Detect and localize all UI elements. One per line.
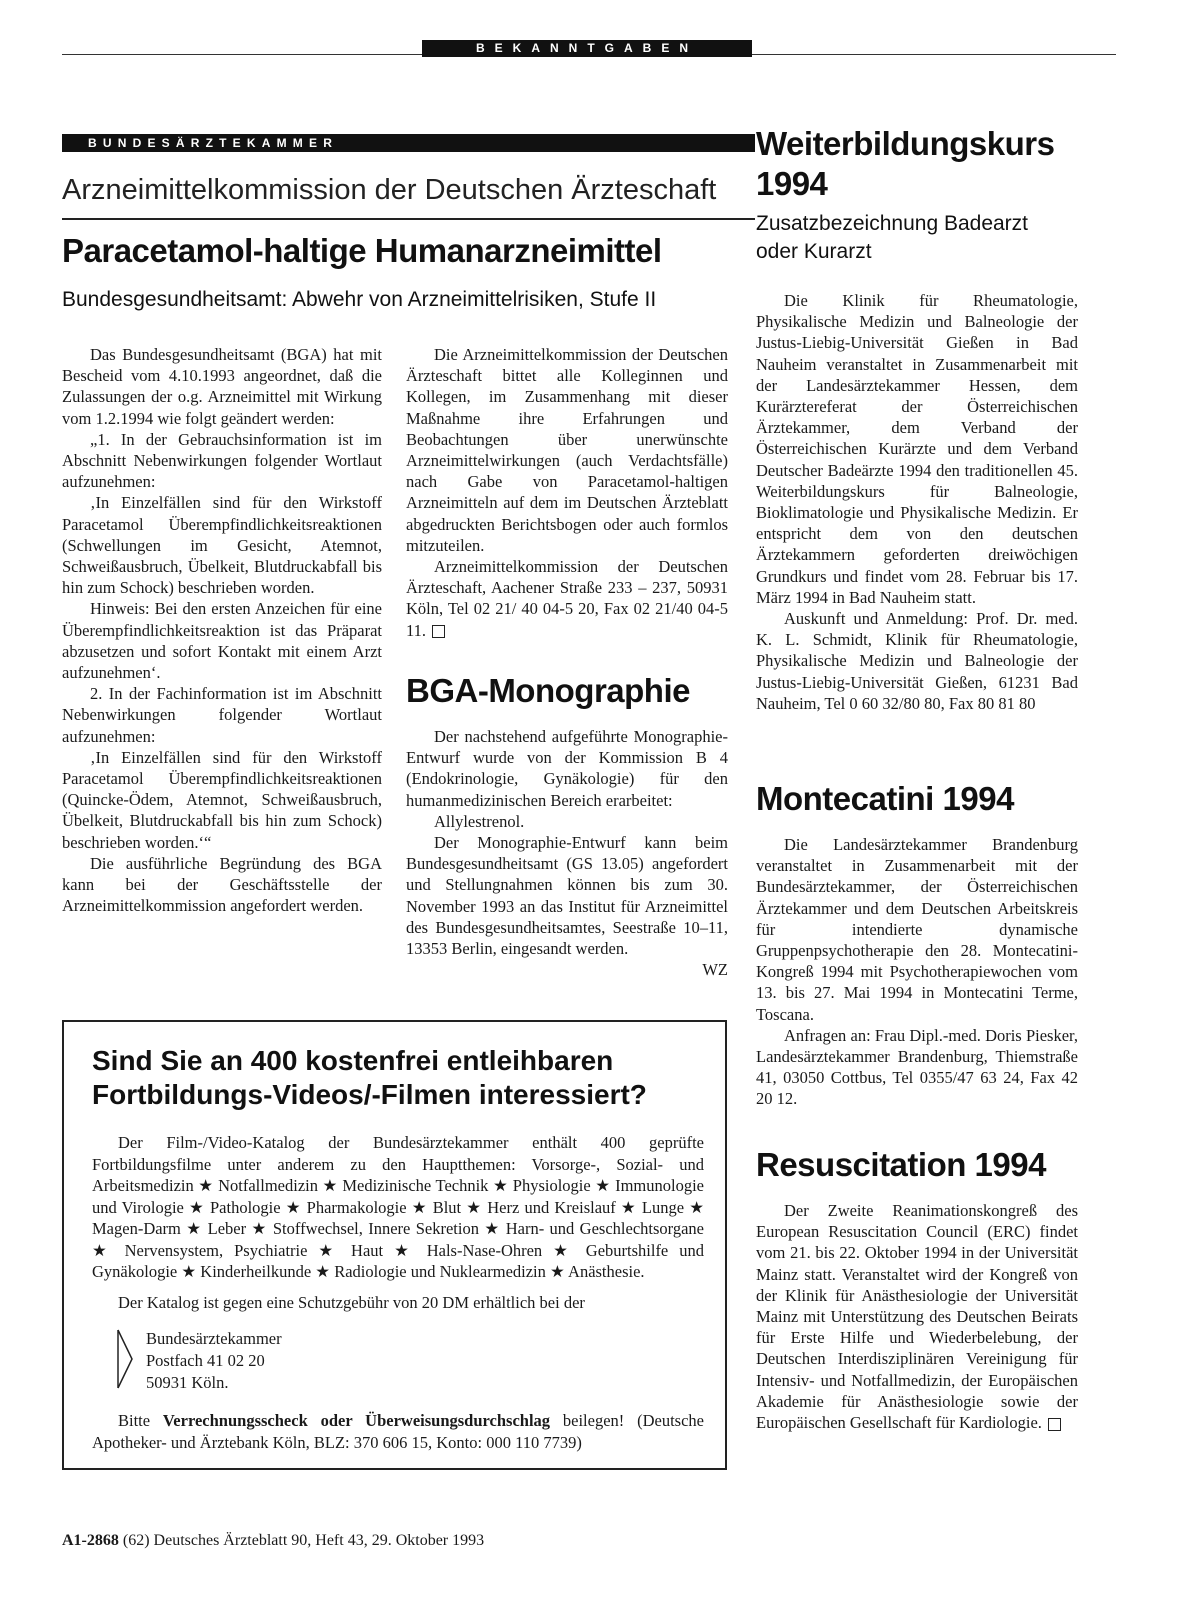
paragraph: Allylestrenol. bbox=[434, 811, 525, 831]
section-label-bekanntgaben: BEKANNTGABEN bbox=[422, 40, 752, 57]
paragraph: Hinweis: Bei den ersten Anzeichen für eine Überempfindlichkeitsreaktion ist das Präparat abzusetzen und sofort Kontakt mit einem Arzt aufzunehmen‘. bbox=[62, 599, 382, 683]
box-closing bbox=[92, 1410, 704, 1453]
article-weiterbildung-body bbox=[756, 290, 1078, 714]
address-line: 50931 Köln. bbox=[146, 1373, 229, 1392]
video-catalog-box bbox=[62, 1020, 727, 1470]
paragraph: Das Bundesgesundheitsamt (BGA) hat mit Bescheid vom 4.10.1993 angeordnet, daß die Zulassungen der o.g. Arzneimittel mit Wirkung vom 1.2.1994 wie folgt geändert werden: bbox=[62, 345, 382, 428]
article-title-resuscitation: Resuscitation 1994 bbox=[756, 1146, 1046, 1183]
resuscitation-text: Der Zweite Reanimationskongreß des European Resuscitation Council (ERC) findet vom 21. bis 22. Oktober 1994 in der Universität Mainz statt. Veranstaltet wird der Kongreß von der Klinik für Anästhesiologie der Universität Mainz mit Unterstützung des Deutschen Beirats für Erste Hilfe und Wiederbelebung, der Deutschen Interdisziplinären Vereinigung für Intensiv- und Notfallmedizin, der Europäischen Akademie für Anästhesiologie sowie der Europäischen Gesellschaft für Kardiologie. bbox=[756, 1201, 1078, 1433]
article-subtitle-weiterbildung: Zusatzbezeichnung Badearzt oder Kurarzt bbox=[756, 212, 1029, 263]
end-square-icon bbox=[432, 625, 445, 638]
footer-citation: (62) Deutsches Ärzteblatt 90, Heft 43, 29. Oktober 1993 bbox=[122, 1532, 485, 1549]
paragraph: ‚In Einzelfällen sind für den Wirkstoff Paracetamol Überempfindlichkeitsreaktionen (Quincke-Ödem, Atemnot, Schweißausbruch, Übelkeit, Blutdruckabfall bis hin zum Schock) beschrieben worden.‘“ bbox=[62, 747, 382, 852]
box-title: Sind Sie an 400 kostenfrei entleihbaren Fortbildungs-Videos/-Filmen interessiert? bbox=[92, 1045, 647, 1110]
paragraph bbox=[406, 556, 728, 641]
section-label-bundesaerztekammer: BUNDESÄRZTEKAMMER bbox=[62, 134, 755, 152]
kicker-rule bbox=[62, 218, 755, 220]
paragraph: Auskunft und Anmeldung: Prof. Dr. med. K. L. Schmidt, Klinik für Rheumatologie, Physikalische Medizin und Balneologie der Justus-Liebig-Universität Gießen, 61231 Bad Nauheim, Tel 0 60 32/80 80, Fax 80 81 80 bbox=[756, 609, 1078, 713]
box-text: Der Film-/Video-Katalog der Bundesärztekammer enthält 400 geprüfte Fortbildungsfilme unter anderem zu den Hauptthemen: Vorsorge-, Sozial- und Arbeitsmedizin ★ Notfallmedizin ★ Medizinische Technik ★ Physiologie ★ Immunologie und Virologie ★ Pathologie ★ Pharmakologie ★ Blut ★ Herz und Kreislauf ★ Lunge ★ Magen-Darm ★ Leber ★ Stoffwechsel, Innere Sekretion ★ Harn- und Geschlechtsorgane ★ Nervensystem, Psychiatrie ★ Haut ★ Hals-Nase-Ohren ★ Geburtshilfe und Gynäkologie ★ Kinderheilkunde ★ Radiologie und Nuklearmedizin ★ Anästhesie. bbox=[92, 1133, 704, 1281]
paragraph: Die Landesärztekammer Brandenburg veranstaltet in Zusammenarbeit mit der Bundesärztekammer, der Österreichischen Ärztekammer und dem Deutschen Arbeitskreis für intendierte dynamische Gruppenpsychotherapie den 28. Montecatini-Kongreß 1994 mit Psychotherapiewochen vom 13. bis 27. Mai 1994 in Montecatini Terme, Toscana. bbox=[756, 835, 1078, 1024]
closing-bold-text: Verrechnungsscheck oder Überweisungsdurchschlag bbox=[162, 1411, 551, 1430]
article-resuscitation-body bbox=[756, 1200, 1078, 1433]
article-title-montecatini: Montecatini 1994 bbox=[756, 780, 1014, 817]
paragraph bbox=[756, 1200, 1078, 1433]
article-title-bga: BGA-Monographie bbox=[406, 672, 690, 709]
paragraph: Die ausführliche Begründung des BGA kann bei der Geschäftsstelle der Arzneimittelkommission angefordert werden. bbox=[62, 853, 382, 916]
page-footer bbox=[62, 1532, 484, 1550]
kicker: Arzneimittelkommission der Deutschen Ärzteschaft bbox=[62, 174, 717, 206]
address-line: Bundesärztekammer bbox=[146, 1329, 282, 1348]
article-subtitle-paracetamol: Bundesgesundheitsamt: Abwehr von Arzneimittelrisiken, Stufe II bbox=[62, 288, 657, 311]
article-column-1 bbox=[62, 344, 382, 916]
paragraph: Die Klinik für Rheumatologie, Physikalische Medizin und Balneologie der Justus-Liebig-Universität Gießen in Bad Nauheim veranstaltet in Zusammenarbeit mit der Landesärztekammer Hessen, dem Kurärztereferat der Österreichischen Ärztekammer, dem Verband der Österreichischen Kurärzte und dem Verband Deutscher Badeärzte 1994 den traditionellen 45. Weiterbildungskurs für Balneologie, Bioklimatologie und Physikalische Medizin. Er entspricht dem von den deutschen Ärztekammern geforderten dreiwöchigen Grundkurs und findet vom 28. Februar bis 17. März 1994 in Bad Nauheim statt. bbox=[756, 291, 1078, 607]
paragraph: „1. In der Gebrauchsinformation ist im Abschnitt Nebenwirkungen folgender Wortlaut aufzunehmen: bbox=[62, 429, 382, 492]
article-title-weiterbildung: Weiterbildungskurs 1994 bbox=[756, 125, 1055, 202]
closing-text: beilegen! (Deutsche Apotheker- und Ärztebank Köln, BLZ: 370 606 15, Konto: 000 110 7739) bbox=[92, 1411, 704, 1452]
end-square-icon bbox=[1048, 1418, 1061, 1431]
article-title-paracetamol: Paracetamol-haltige Humanarzneimittel bbox=[62, 232, 662, 269]
paragraph: Der nachstehend aufgeführte Monographie-Entwurf wurde von der Kommission B 4 (Endokrinologie, Gynäkologie) für den humanmedizinischen Bereich erarbeitet: bbox=[406, 727, 728, 810]
paragraph: Die Arzneimittelkommission der Deutschen Ärzteschaft bittet alle Kolleginnen und Kollegen, im Zusammenhang mit dieser Maßnahme ihre Erfahrungen und Beobachtungen über unerwünschte Arzneimittelwirkungen (auch Verdachtsfälle) nach Gabe von Paracetamol-haltigen Arzneimitteln auf dem im Deutschen Ärzteblatt abgedruckten Berichtsbogen oder auch formlos mitzuteilen. bbox=[406, 345, 728, 555]
closing-text: Bitte bbox=[118, 1411, 163, 1430]
address-line: Postfach 41 02 20 bbox=[146, 1351, 265, 1370]
article-montecatini-body bbox=[756, 834, 1078, 1110]
paragraph: Der Monographie-Entwurf kann beim Bundesgesundheitsamt (GS 13.05) angefordert und Stellungnahmen können bis zum 30. November 1993 an das Institut für Arzneimittel des Bundesgesundheitsamtes, Seestraße 10–11, 13353 Berlin, eingesandt werden. bbox=[406, 833, 728, 959]
paragraph: Anfragen an: Frau Dipl.-med. Doris Piesker, Landesärztekammer Brandenburg, Thiemstraße 41, 03050 Cottbus, Tel 0355/47 63 24, Fax 42 20 12. bbox=[756, 1025, 1078, 1109]
paragraph: 2. In der Fachinformation ist im Abschnitt Nebenwirkungen folgender Wortlaut aufzunehmen: bbox=[62, 684, 382, 746]
address-bracket-icon bbox=[116, 1328, 136, 1390]
signature: WZ bbox=[702, 960, 728, 980]
page-code: A1-2868 bbox=[62, 1532, 119, 1549]
article-column-2 bbox=[406, 344, 728, 641]
paragraph: ‚In Einzelfällen sind für den Wirkstoff Paracetamol Überempfindlichkeitsreaktionen (Schwellungen im Gesicht, Atemnot, Schweißausbruch, Übelkeit, Blutdruckabfall bis hin zum Schock) beschrieben worden. bbox=[62, 493, 382, 598]
box-catalog-note: Der Katalog ist gegen eine Schutzgebühr von 20 DM erhältlich bei der bbox=[118, 1293, 585, 1312]
box-address bbox=[146, 1328, 282, 1394]
contact-text: Arzneimittelkommission der Deutschen Ärzteschaft, Aachener Straße 233 – 237, 50931 Köln, Tel 02 21/ 40 04-5 20, Fax 02 21/40 04-5 11. bbox=[406, 557, 728, 640]
article-bga-body bbox=[406, 726, 728, 980]
